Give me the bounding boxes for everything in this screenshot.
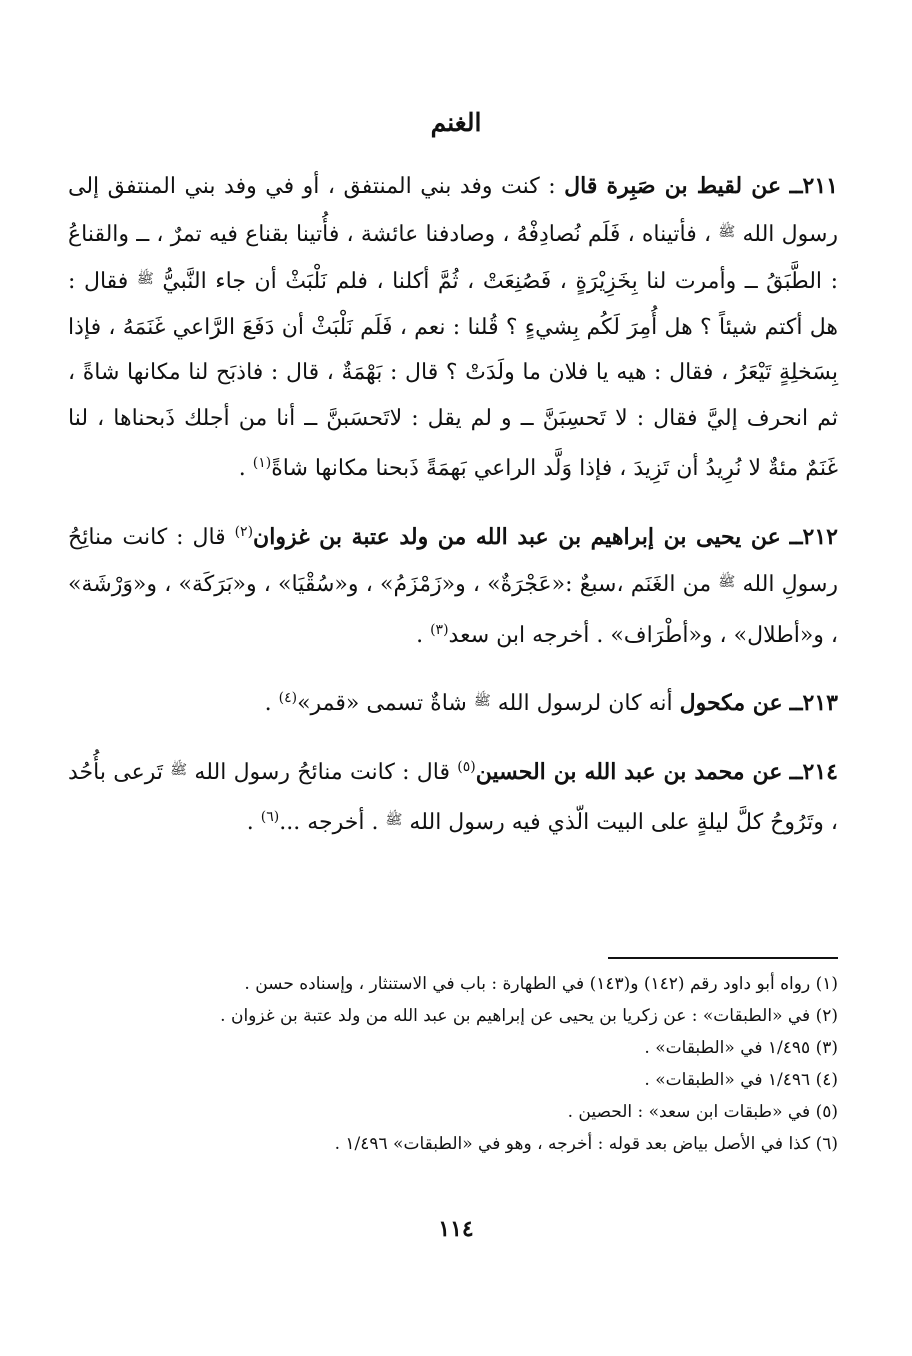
honorific-glyph: ﷺ	[718, 574, 736, 590]
hadith-212	[68, 510, 838, 659]
hadith-text: قال : كانت منائحُ رسول الله	[194, 759, 450, 785]
page-number: ١١٤	[438, 1216, 474, 1242]
footnote-reference: (٢)	[234, 523, 254, 540]
hadith-text: ، فأتيناه ، فَلَم نُصادِفْهُ ، وصادفنا عائشة ، فأُتينا بقناع فيه تمرٌ ، ــ والقناعُ : الطَّبَقُ ــ وأمرت لنا بِخَزِيْرَةٍ ، فَصُنِعَتْ ، ثُمَّ أكلنا ، فلم نَلْبَثْ أن جاء النَّبيُّ	[68, 221, 838, 294]
footnote-5: (٥) في «طبقات ابن سعد» : الحصين .	[567, 1102, 838, 1122]
hadith-number: ٢١١ــ	[789, 173, 838, 199]
hadith-narrator: عن لقيط بن صَبِرة قال	[564, 173, 782, 199]
honorific-glyph: ﷺ	[718, 223, 736, 240]
footnote-2: (٢) في «الطبقات» : عن زكريا بن يحيى عن إبراهيم بن عبد الله من ولد عتبة بن غزوان .	[220, 1006, 838, 1026]
footnotes	[68, 968, 838, 1160]
hadith-text: قال : كانت منائِحُ رسولِ الله	[68, 524, 839, 597]
footnote-1: (١) رواه أبو داود رقم (١٤٢) و(١٤٣) في الطهارة : باب في الاستنثار ، وإسناده حسن .	[244, 974, 838, 994]
footnote-reference: (٤)	[278, 690, 298, 706]
hadith-text: فقال : هل أكتم شيئاً ؟ هل أُمِرَ لَكُم بِشيءٍ ؟ قُلنا : نعم ، فَلَم نَلْبَثْ أن دَفَعَ الرَّاعي غَنَمَهُ ، فإذا بِسَخلِةٍ تَيْعَرُ ، فقال : هيه يا فلان ما ولَدَتْ ؟ قال : بَهْمَةٌ ، قال : فاذبَح لنا مكانها شاةً ، ثم انحرف إليَّ فقال : لا تَحسِبَنَّ ــ و لم يقل : لاتَحسَبنَّ ــ أنا من أجلك ذَبحناها ، لنا غَنَمٌ مئةٌ لا نُرِيدُ أن تَزِيدَ ، فإذا وَلَّد الراعي بَهمَةً ذَبحنا مكانها شاةً	[68, 269, 838, 481]
hadith-end-mark: .	[238, 456, 246, 481]
hadith-end-mark: .	[416, 622, 424, 648]
hadith-213	[68, 676, 838, 727]
footnote-3: (٣) ١/٤٩٥ في «الطبقات» .	[644, 1038, 838, 1058]
hadith-narrator: عن يحيى بن إبراهيم بن عبد الله من ولد عتبة بن غزوان	[253, 523, 781, 550]
hadith-211	[68, 164, 838, 492]
hadith-end-mark: .	[246, 810, 254, 835]
hadith-text: تَرعى بأُحُد ، وتَرُوحُ كلَّ ليلةٍ على البيت الّذي فيه رسول الله	[68, 759, 838, 835]
footnote-divider	[608, 957, 838, 959]
footnote-reference: (١)	[252, 455, 272, 471]
hadith-number: ٢١٢ــ	[789, 523, 838, 550]
page-title: الغنم	[430, 108, 482, 137]
hadith-narrator: عن مكحول	[679, 690, 783, 716]
honorific-glyph: ﷺ	[385, 812, 403, 828]
hadith-214	[68, 745, 838, 846]
hadith-text: من الغَنَم ،سبعٌ :«عَجْرَةٌ» ، و«زَمْزَمُ» ، و«سُقْيَا» ، و«بَرَكَة» ، و«وَرْشَة» ، و«أطلال» ، و«أطْرَاف» . أخرجه ابن سعد	[68, 572, 838, 648]
hadith-number: ٢١٣ــ	[789, 690, 838, 716]
honorific-glyph: ﷺ	[473, 693, 491, 709]
hadith-text: . أخرجه ...	[279, 810, 379, 835]
hadith-text: شاةٌ تسمى «قمر»	[297, 691, 467, 716]
honorific-glyph: ﷺ	[136, 271, 154, 287]
hadith-text: : كنت وفد بني المنتفق ، أو في وفد بني المنتفق إلى رسول الله	[68, 174, 839, 247]
hadith-narrator: عن محمد بن عبد الله بن الحسين	[475, 758, 783, 785]
footnote-reference: (٦)	[260, 809, 280, 825]
hadith-number: ٢١٤ــ	[789, 758, 838, 785]
honorific-glyph: ﷺ	[170, 761, 188, 778]
footnote-reference: (٣)	[430, 621, 449, 638]
hadith-list	[68, 164, 838, 846]
footnote-reference: (٥)	[457, 758, 476, 775]
footnote-4: (٤) ١/٤٩٦ في «الطبقات» .	[644, 1070, 838, 1090]
hadith-end-mark: .	[264, 691, 272, 716]
hadith-text: أنه كان لرسول الله	[497, 691, 673, 716]
footnote-6: (٦) كذا في الأصل بياض بعد قوله : أخرجه ، وهو في «الطبقات» ١/٤٩٦ .	[334, 1134, 838, 1154]
